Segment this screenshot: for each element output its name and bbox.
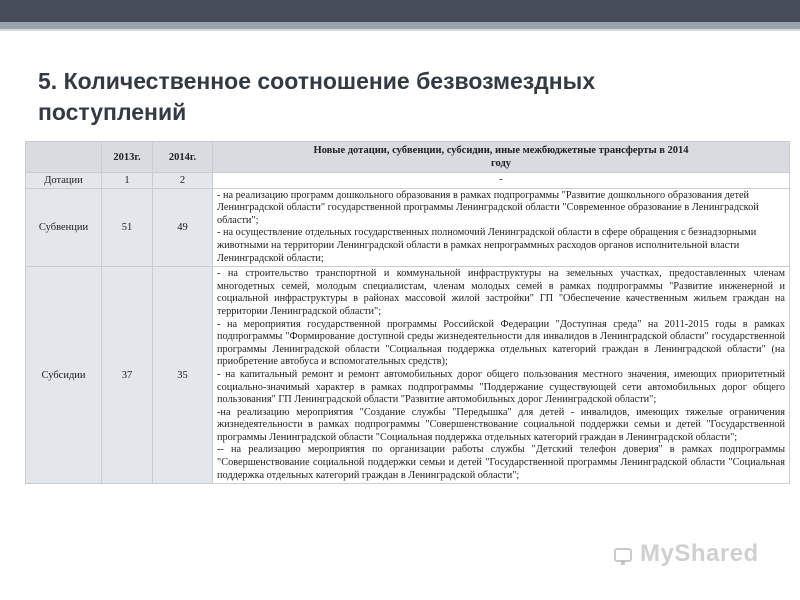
top-banner-accent xyxy=(0,22,800,29)
description-subvencii xyxy=(213,188,790,267)
header-empty-cell xyxy=(26,142,102,173)
value-2013-subsidii: 37 xyxy=(102,267,153,484)
header-2013: 2013г. xyxy=(102,142,153,173)
value-2014-subvencii: 49 xyxy=(153,188,213,267)
header-description: Новые дотации, субвенции, субсидии, иные межбюджетные трансферты в 2014 году xyxy=(213,142,790,173)
top-banner-stripe xyxy=(0,29,800,31)
table-row-subvencii xyxy=(26,188,790,267)
description-item: - на капитальный ремонт и ремонт автомобильных дорог общего пользования местного значения, имеющих приоритетный социально-значимый характер в рамках подпрограммы "Поддержание существующей сети автомобильных дорог общего пользования" ГП Ленинградской области "Развитие автомобильных дорог Ленинградской области"; xyxy=(217,368,785,406)
value-2014-dotacii: 2 xyxy=(153,173,213,189)
value-2014-subsidii: 35 xyxy=(153,267,213,484)
description-item: - на мероприятия государственной программы Российской Федерации "Доступная среда" на 2011-2015 годы в рамках подпрограммы "Формирование доступной среды жизнедеятельности для инвалидов в Ленинградской области" государственной программы Ленинградской области "Социальная поддержка отдельных категорий граждан в Ленинградской области" (на приобретение автобуса и вспомогательных средств); xyxy=(217,318,785,368)
table-row-subsidii xyxy=(26,267,790,484)
transfers-table xyxy=(25,141,790,484)
header-2014: 2014г. xyxy=(153,142,213,173)
description-item: -- на реализацию мероприятия по организации работы службы "Детский телефон доверия" в рамках подпрограммы "Совершенствование социальной поддержки семьи и детей "Государственной программы Ленинградской области "Социальная поддержка отдельных категорий граждан в Ленинградской области"; xyxy=(217,444,785,481)
value-2013-subvencii: 51 xyxy=(102,188,153,267)
description-item: - на строительство транспортной и коммунальной инфраструктуры на земельных участках, предоставленных членам многодетных семей, молодым специалистам, членам молодых семей в рамках подпрограммы "Развитие инженерной и социальной инфраструктуры в районах массовой жилой застройки" ГП "Обеспечение качественным жильем граждан на территории Ленинградской области"; xyxy=(217,268,785,317)
description-item: - на осуществление отдельных государственных полномочий Ленинградской области в сфере обращения с безнадзорными животными на территории Ленинградской области в рамках непрограммных расходов органов исполнительной власти Ленинградской области; xyxy=(217,227,757,264)
watermark-text: MyShared xyxy=(640,540,759,567)
value-2013-dotacii: 1 xyxy=(102,173,153,189)
description-subsidii xyxy=(213,267,790,484)
table-header-row xyxy=(26,142,790,173)
description-item: - xyxy=(499,174,503,185)
description-item: - на реализацию программ дошкольного образования в рамках подпрограммы "Развитие дошкольного образования детей Ленинградской области" государственной программы Ленинградской области "Современное образование в Ленинградской области"; xyxy=(217,189,759,226)
description-item: -на реализацию мероприятия "Создание службы "Передышка" для детей - инвалидов, имеющих тяжелые ограничения жизнедеятельности в рамках подпрограммы "Совершенствование социальной поддержки семьи и детей "Государственной программы Ленинградской области "Социальная поддержка отдельных категорий граждан в Ленинградской области"; xyxy=(217,406,785,443)
row-label-dotacii: Дотации xyxy=(26,173,102,189)
row-label-subsidii: Субсидии xyxy=(26,267,102,484)
row-label-subvencii: Субвенции xyxy=(26,188,102,267)
description-dotacii xyxy=(213,173,790,189)
table-row-dotacii xyxy=(26,173,790,189)
slide-title: 5. Количественное соотношение безвозмездных поступлений xyxy=(38,68,596,125)
watermark-icon xyxy=(612,546,634,568)
top-banner xyxy=(0,0,800,22)
